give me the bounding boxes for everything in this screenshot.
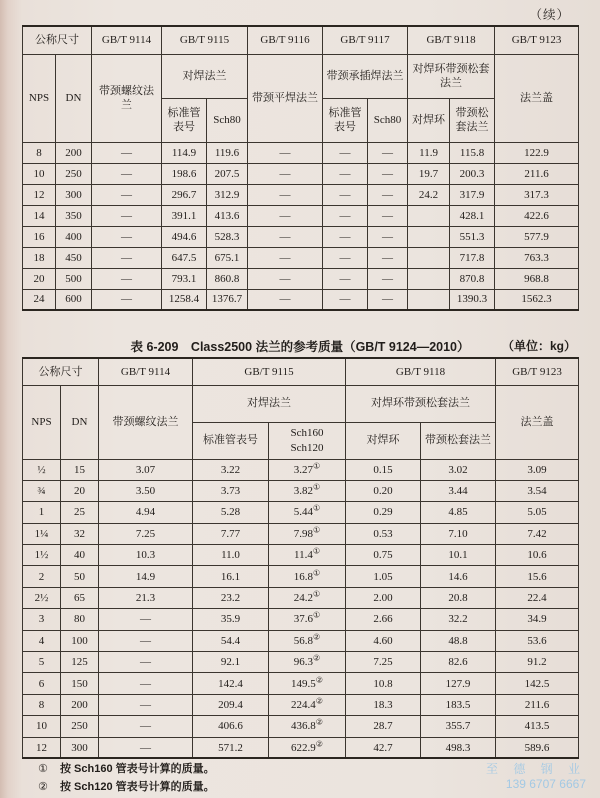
cell: 2 [23,566,61,587]
cell: 24 [23,289,56,310]
cell [408,289,450,310]
cell: 498.3 [421,737,496,758]
cell: 422.6 [495,205,579,226]
header-socket-weld-flange: 带颈承插焊法兰 [323,54,408,98]
table-row [23,587,579,608]
cell: 25 [61,502,99,523]
header-loose-flange: 带颈松套法兰 [450,98,495,142]
header-threaded-flange: 带颈螺纹法兰 [99,385,193,459]
cell: 0.29 [346,502,421,523]
cell: 1390.3 [450,289,495,310]
table-row [23,142,579,163]
cell: — [368,142,408,163]
cell: 571.2 [193,737,269,758]
cell: 413.6 [207,205,248,226]
footnote-ref: ① [313,567,321,577]
cell: 150 [61,673,99,694]
header-lap-joint-flange: 对焊环带颈松套法兰 [346,385,496,422]
cell: — [99,673,193,694]
table-row [23,737,579,758]
cell: — [323,268,368,289]
cell: 450 [56,247,92,268]
cell: 142.4 [193,673,269,694]
cell: 10 [23,163,56,184]
cell: 3.09 [496,459,579,480]
table-row [23,184,579,205]
header-std-9123: GB/T 9123 [495,26,579,54]
header-sch160-sch120: Sch160 Sch120 [269,422,346,459]
header-std-pipe-schedule: 标准管表号 [323,98,368,142]
cell: 1376.7 [207,289,248,310]
cell: 37.6① [269,609,346,630]
cell: 16 [23,226,56,247]
header-blind-flange: 法兰盖 [495,54,579,142]
cell: 300 [56,184,92,205]
header-std-9117: GB/T 9117 [323,26,408,54]
cell: — [323,247,368,268]
cell: 793.1 [162,268,207,289]
cell: 200 [56,142,92,163]
header-dn: DN [61,385,99,459]
footnote-ref: ① [313,525,321,535]
cell: — [248,205,323,226]
cell: 717.8 [450,247,495,268]
cell: 114.9 [162,142,207,163]
cell [408,205,450,226]
cell: — [368,226,408,247]
footnote-ref: ② [315,738,323,748]
cell: 32 [61,523,99,544]
cell [408,268,450,289]
cell: 14.9 [99,566,193,587]
watermark [486,762,586,792]
table-row [23,716,579,737]
header-blind-flange: 法兰盖 [496,385,579,459]
cell: — [248,247,323,268]
header-std-9115: GB/T 9115 [162,26,248,54]
table-row [23,163,579,184]
watermark-phone: 139 6707 6667 [505,777,586,791]
cell: 91.2 [496,652,579,673]
cell: 391.1 [162,205,207,226]
table-row [23,630,579,651]
cell: 2.00 [346,587,421,608]
cell: 209.4 [193,694,269,715]
cell: 1258.4 [162,289,207,310]
cell: 20 [23,268,56,289]
cell: 250 [61,716,99,737]
cell: 528.3 [207,226,248,247]
table-row [23,566,579,587]
cell: 3.22 [193,459,269,480]
cell: 10.3 [99,545,193,566]
cell: 200.3 [450,163,495,184]
cell: — [323,184,368,205]
cell: — [368,268,408,289]
header-weld-ring: 对焊环 [408,98,450,142]
cell: 870.8 [450,268,495,289]
cell: 10.8 [346,673,421,694]
table-row [23,205,579,226]
cell: 65 [61,587,99,608]
cell: 3 [23,609,61,630]
cell: 675.1 [207,247,248,268]
cell: 296.7 [162,184,207,205]
cell: — [323,289,368,310]
cell: ½ [23,459,61,480]
cell: 16.1 [193,566,269,587]
table-row [23,694,579,715]
cell: — [368,289,408,310]
cell: 413.5 [496,716,579,737]
cell: 92.1 [193,652,269,673]
cell: 56.8② [269,630,346,651]
cell: 11.4① [269,545,346,566]
cell: 125 [61,652,99,673]
table1-header [23,26,579,142]
cell: 16.8① [269,566,346,587]
cell: 96.3② [269,652,346,673]
cell: 0.53 [346,523,421,544]
cell: 11.9 [408,142,450,163]
cell: 10.1 [421,545,496,566]
header-nominal-size: 公称尺寸 [23,26,92,54]
cell: 3.50 [99,480,193,501]
cell: 15.6 [496,566,579,587]
cell: 577.9 [495,226,579,247]
cell: — [323,142,368,163]
cell: ¾ [23,480,61,501]
footnote-1-mark: ① [38,763,48,775]
footnote-ref: ② [315,674,323,684]
cell: 4.94 [99,502,193,523]
cell: 300 [61,737,99,758]
cell: 0.75 [346,545,421,566]
header-dn: DN [56,54,92,142]
header-std-9123: GB/T 9123 [496,358,579,385]
cell: — [323,163,368,184]
header-lap-joint-flange: 对焊环带颈松套法兰 [408,54,495,98]
cell: 142.5 [496,673,579,694]
cell: 250 [56,163,92,184]
cell: — [248,226,323,247]
cell: 647.5 [162,247,207,268]
table-class2500-continued [22,25,579,311]
cell [408,226,450,247]
cell: 5.05 [496,502,579,523]
cell: 968.8 [495,268,579,289]
cell: — [92,247,162,268]
cell: 18.3 [346,694,421,715]
cell: 3.02 [421,459,496,480]
cell: 551.3 [450,226,495,247]
cell: 12 [23,737,61,758]
cell: 149.5② [269,673,346,694]
cell: 24.2 [408,184,450,205]
cell: — [368,184,408,205]
header-std-9118: GB/T 9118 [408,26,495,54]
cell: 8 [23,694,61,715]
cell: 15 [61,459,99,480]
cell: 115.8 [450,142,495,163]
cell: 3.27① [269,459,346,480]
cell: — [368,163,408,184]
header-std-9115: GB/T 9115 [193,358,346,385]
cell: 211.6 [495,163,579,184]
table-row [23,545,579,566]
footnote-2-mark: ② [38,781,48,793]
cell: — [323,205,368,226]
cell: 0.15 [346,459,421,480]
cell: 6 [23,673,61,694]
header-std-9114: GB/T 9114 [99,358,193,385]
header-std-9118: GB/T 9118 [346,358,496,385]
header-nps: NPS [23,54,56,142]
cell: 3.07 [99,459,193,480]
cell: 53.6 [496,630,579,651]
cell: 7.42 [496,523,579,544]
cell: 4.85 [421,502,496,523]
cell: 600 [56,289,92,310]
cell: 428.1 [450,205,495,226]
cell: — [248,184,323,205]
cell: — [92,289,162,310]
cell: — [99,737,193,758]
cell: 7.77 [193,523,269,544]
cell: 5.44① [269,502,346,523]
cell: 34.9 [496,609,579,630]
footnote-ref: ① [313,610,321,620]
cell: — [248,289,323,310]
cell: 10 [23,716,61,737]
cell: 80 [61,609,99,630]
footnote-ref: ② [315,717,323,727]
cell: — [92,163,162,184]
cell [408,247,450,268]
header-sch80: Sch80 [207,98,248,142]
cell: 211.6 [496,694,579,715]
cell: 350 [56,205,92,226]
cell: 0.20 [346,480,421,501]
cell: 1¼ [23,523,61,544]
footnote-ref: ② [313,653,321,663]
header-threaded-flange: 带颈螺纹法兰 [92,54,162,142]
cell: 22.4 [496,587,579,608]
footnote-ref: ① [313,589,321,599]
cell: 200 [61,694,99,715]
header-nps: NPS [23,385,61,459]
cell: 198.6 [162,163,207,184]
footnote-1 [38,760,215,778]
cell: 1 [23,502,61,523]
table-row [23,289,579,310]
cell: 1562.3 [495,289,579,310]
table-row [23,247,579,268]
cell: 14.6 [421,566,496,587]
cell: 100 [61,630,99,651]
cell: 42.7 [346,737,421,758]
cell: 763.3 [495,247,579,268]
footnote-1-text: 按 Sch160 管表号计算的质量。 [60,763,215,775]
continuation-note: （续） [529,8,570,22]
cell: 28.7 [346,716,421,737]
footnotes [38,760,215,796]
cell: 494.6 [162,226,207,247]
footnote-ref: ① [313,482,321,492]
table2-caption [22,337,578,355]
cell: — [368,205,408,226]
footnote-ref: ② [313,632,321,642]
cell: — [368,247,408,268]
cell: 82.6 [421,652,496,673]
footnote-ref: ① [313,503,321,513]
header-std-pipe-schedule: 标准管表号 [193,422,269,459]
cell: 20.8 [421,587,496,608]
cell: 2½ [23,587,61,608]
table-class2500-weights [22,357,579,759]
cell: 127.9 [421,673,496,694]
cell: 3.82① [269,480,346,501]
cell: 8 [23,142,56,163]
cell: 7.10 [421,523,496,544]
table-row [23,523,579,544]
cell: 40 [61,545,99,566]
cell: 122.9 [495,142,579,163]
cell: — [92,205,162,226]
footnote-2 [38,778,215,796]
cell: 21.3 [99,587,193,608]
cell: 12 [23,184,56,205]
watermark-company: 至 德 钢 业 [485,762,586,776]
table-row [23,268,579,289]
cell: — [323,226,368,247]
table-row [23,502,579,523]
cell: 19.7 [408,163,450,184]
cell: 11.0 [193,545,269,566]
cell: 224.4② [269,694,346,715]
table2-body [23,459,579,758]
unit-label: （单位：kg） [501,339,576,353]
cell: — [99,716,193,737]
cell: 312.9 [207,184,248,205]
cell: 7.98① [269,523,346,544]
header-weld-ring: 对焊环 [346,422,421,459]
cell: 400 [56,226,92,247]
cell: — [92,268,162,289]
cell: — [99,609,193,630]
cell: 32.2 [421,609,496,630]
cell: — [99,652,193,673]
header-std-pipe-schedule: 标准管表号 [162,98,207,142]
cell: 2.66 [346,609,421,630]
cell: 48.8 [421,630,496,651]
cell: — [248,142,323,163]
header-weld-neck-flange: 对焊法兰 [162,54,248,98]
cell: — [248,163,323,184]
table2-header [23,358,579,459]
table-row [23,226,579,247]
footnote-ref: ① [313,461,321,471]
cell: 4.60 [346,630,421,651]
cell: 622.9② [269,737,346,758]
cell: 54.4 [193,630,269,651]
cell: 18 [23,247,56,268]
cell: 3.73 [193,480,269,501]
cell: 355.7 [421,716,496,737]
cell: — [99,630,193,651]
cell: 589.6 [496,737,579,758]
header-weld-neck-flange: 对焊法兰 [193,385,346,422]
table-row [23,609,579,630]
cell: 1½ [23,545,61,566]
footnote-ref: ① [312,546,321,556]
header-nominal-size: 公称尺寸 [23,358,99,385]
cell: 10.6 [496,545,579,566]
cell: 406.6 [193,716,269,737]
cell: 500 [56,268,92,289]
table2-title: 表 6-209 Class2500 法兰的参考质量（GB/T 9124—2010） [130,340,470,354]
cell: 14 [23,205,56,226]
cell: 436.8② [269,716,346,737]
cell: — [92,184,162,205]
cell: 183.5 [421,694,496,715]
header-sch80: Sch80 [368,98,408,142]
cell: 50 [61,566,99,587]
cell: 5.28 [193,502,269,523]
header-loose-flange: 带颈松套法兰 [421,422,496,459]
cell: — [248,268,323,289]
cell: 24.2① [269,587,346,608]
cell: 317.3 [495,184,579,205]
cell: 5 [23,652,61,673]
table-row [23,459,579,480]
cell: 3.54 [496,480,579,501]
cell: 317.9 [450,184,495,205]
header-slip-on-flange: 带颈平焊法兰 [248,54,323,142]
cell: — [92,142,162,163]
cell: 35.9 [193,609,269,630]
header-std-9116: GB/T 9116 [248,26,323,54]
footnote-2-text: 按 Sch120 管表号计算的质量。 [60,781,215,793]
cell: 20 [61,480,99,501]
cell: 7.25 [99,523,193,544]
table-row [23,673,579,694]
footnote-ref: ② [315,696,323,706]
table-row [23,652,579,673]
cell: 23.2 [193,587,269,608]
table-row [23,480,579,501]
cell: — [92,226,162,247]
header-std-9114: GB/T 9114 [92,26,162,54]
cell: 1.05 [346,566,421,587]
cell: 207.5 [207,163,248,184]
cell: 7.25 [346,652,421,673]
cell: 4 [23,630,61,651]
table1-body [23,142,579,310]
cell: — [99,694,193,715]
cell: 860.8 [207,268,248,289]
cell: 3.44 [421,480,496,501]
cell: 119.6 [207,142,248,163]
